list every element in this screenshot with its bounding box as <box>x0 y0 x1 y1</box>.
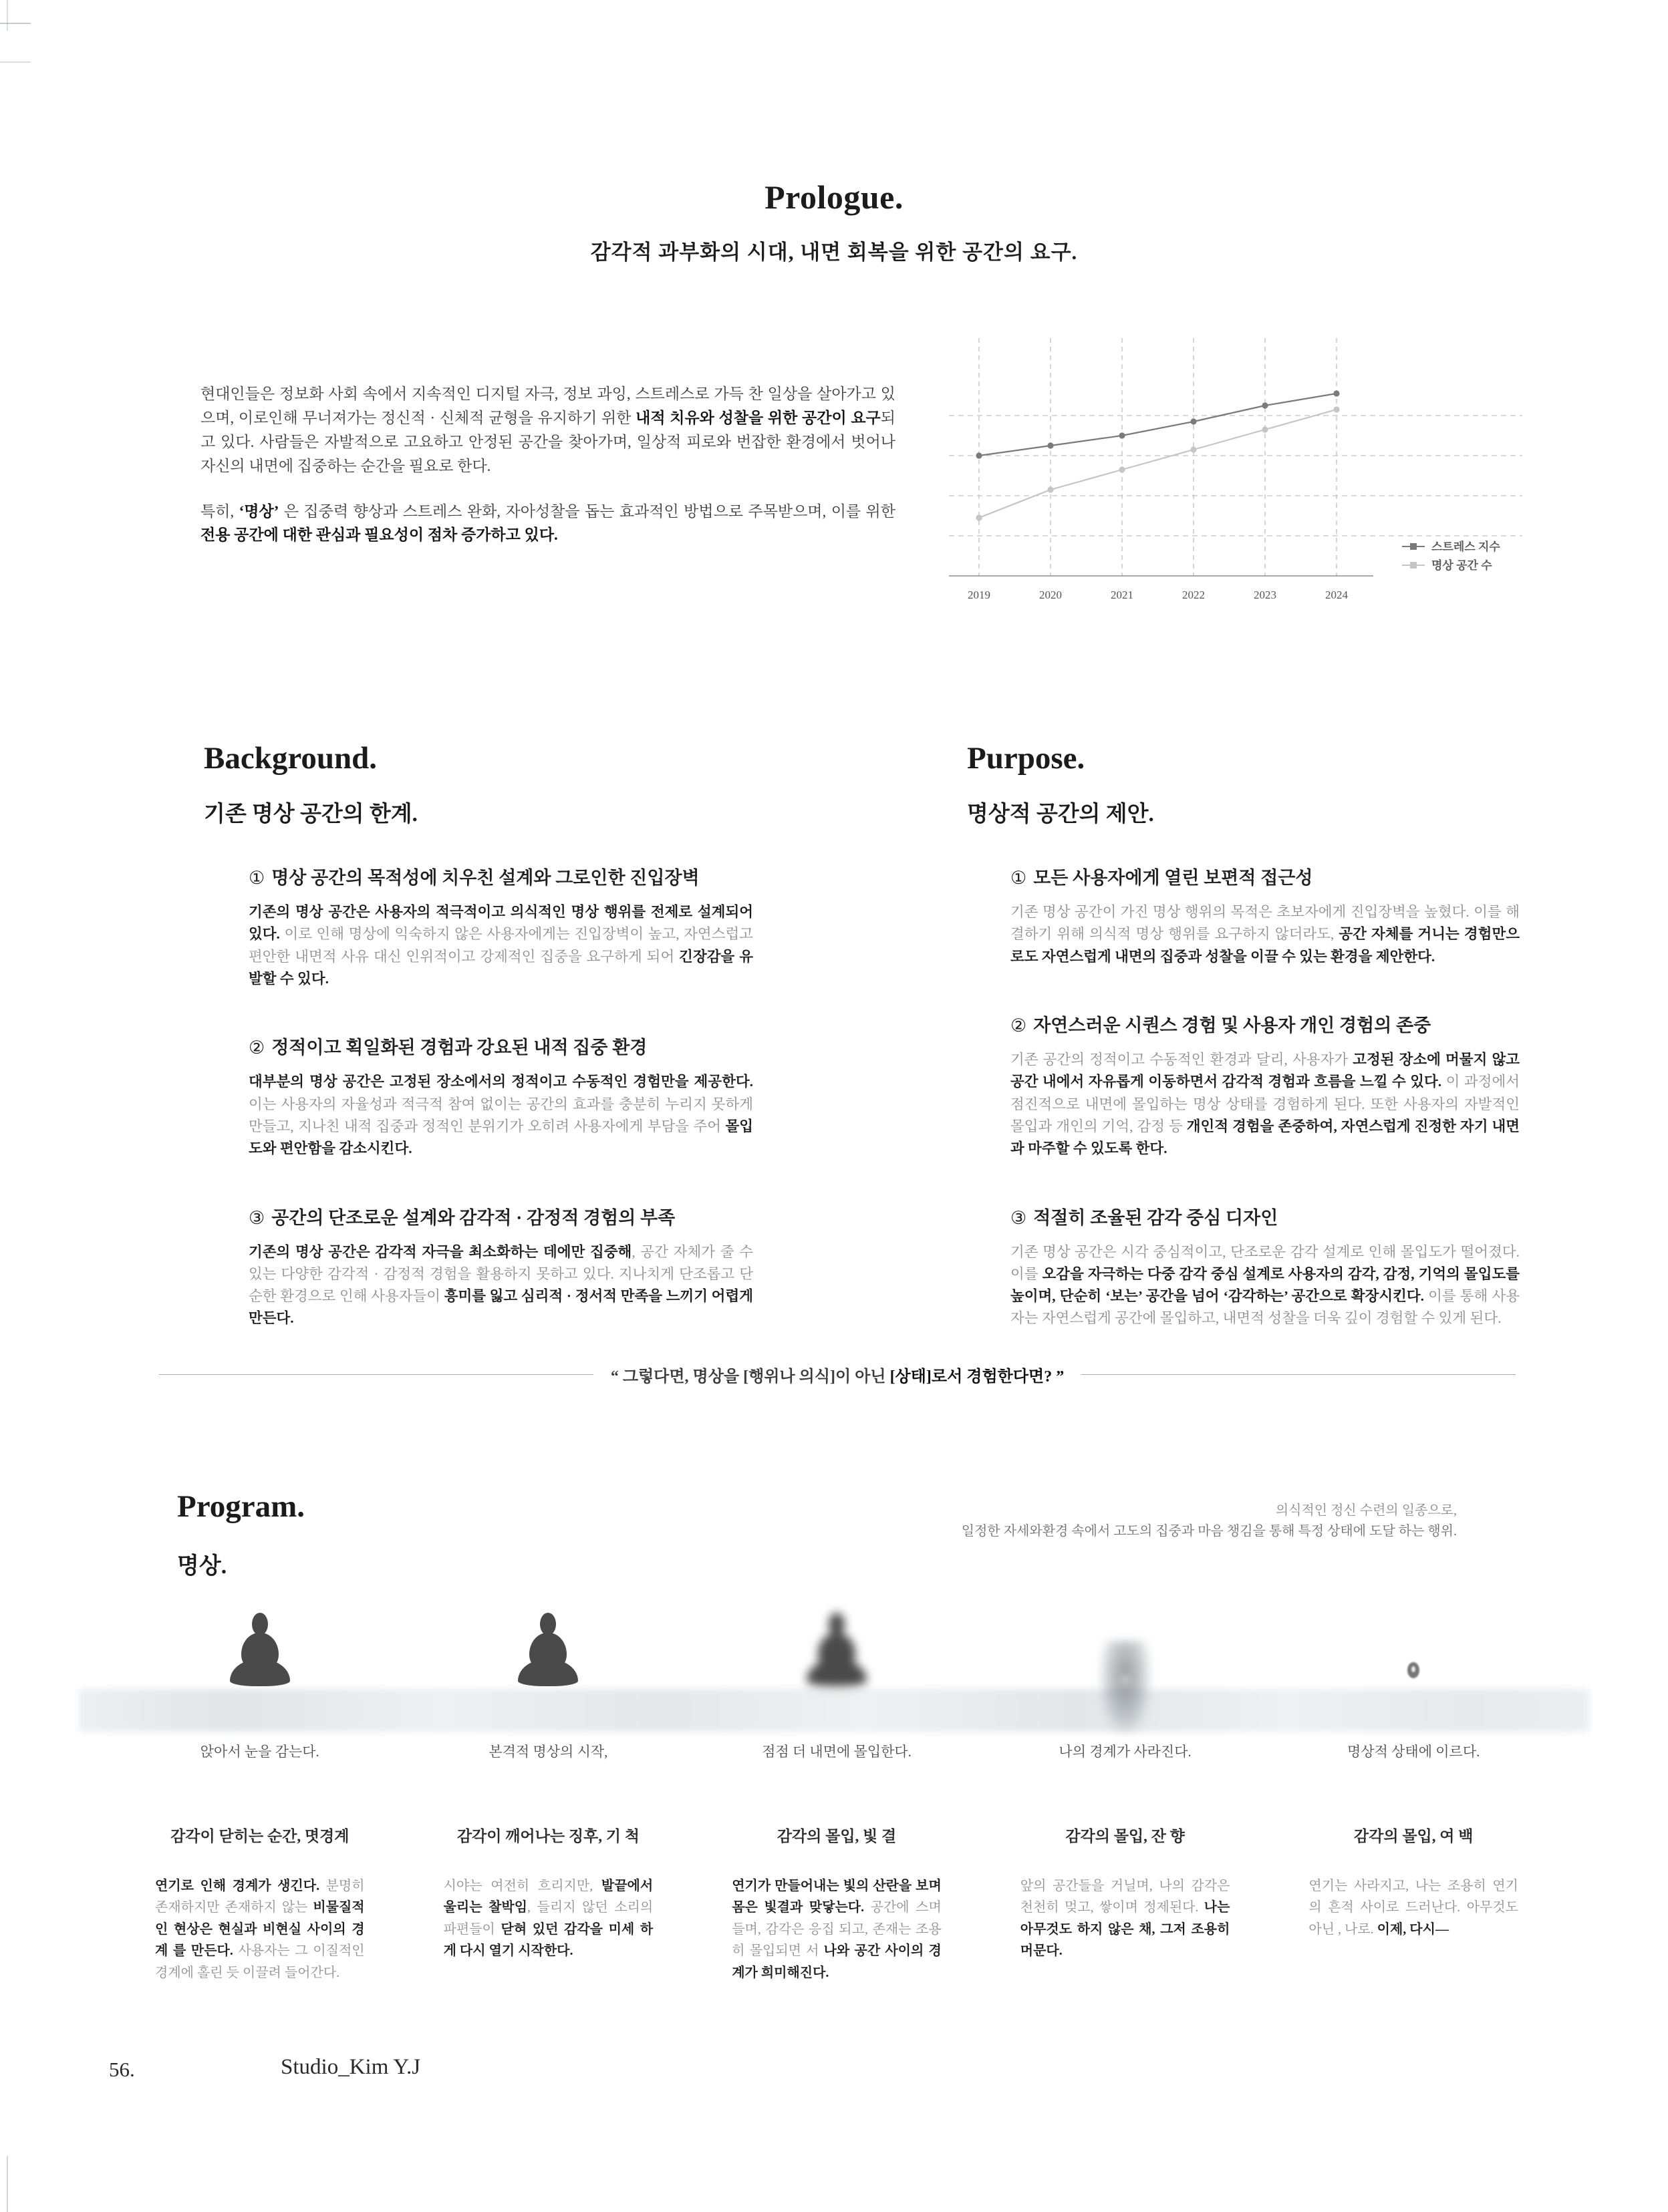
crop-mark <box>7 0 8 31</box>
figure-base <box>230 1660 290 1686</box>
item-body: 기존 공간의 정적이고 수동적인 환경과 달리, 사용자가 고정된 장소에 머물지 않고 공간 내에서 자유롭게 이동하면서 감각적 경험과 흐름을 느낄 수 있다. 이 과정에서 점진적으로 내면에 몰입하는 명상 상태를 경험하게 된다. 또한 사용자의 자발적인 몰입과 개인의 기억, 감정 등 개인적 경험을 존중하여, 자연스럽게 진정한 자기 내면과 마주할 수 있도록 한다. <box>1010 1051 1520 1157</box>
quote-rule-right <box>1081 1374 1516 1375</box>
definition-line-2: 일정한 자세와환경 속에서 고도의 집중과 마음 챙김을 통해 특정 상태에 도달 하는 행위. <box>961 1524 1457 1539</box>
series-line <box>979 410 1337 518</box>
item-title: 공간의 단조로운 설계와 감각적 · 감정적 경험의 부족 <box>271 1207 676 1228</box>
svg-text:2023: 2023 <box>1254 589 1276 601</box>
intro-paragraph-1: 현대인들은 정보화 사회 속에서 지속적인 디지털 자극, 정보 과잉, 스트레스로 가득 찬 일상을 살아가고 있으며, 이로인해 무너져가는 정신적 · 신체적 균형을 유지하기 위한 내적 치유와 성찰을 위한 공간이 요구되고 있다. 사람들은 자발적으로 고요하고 안정된 공간을 찾아가며, 일상적 피로와 번잡한 환경에서 벗어나 자신의 내면에 집중하는 순간을 필요로 한다. <box>200 385 895 474</box>
stage-heading: 감각이 깨어나는 징후, 기 척 <box>456 1828 640 1845</box>
stage-heading: 감각의 몰입, 빛 결 <box>777 1828 897 1845</box>
background-title: Background. <box>204 741 378 776</box>
svg-text:2019: 2019 <box>968 589 990 601</box>
stage-caption: 명상적 상태에 이르다. <box>1347 1744 1480 1760</box>
definition-line-1: 의식적인 정신 수련의 일종으로, <box>1275 1503 1457 1518</box>
item-title: 모든 사용자에게 열린 보편적 접근성 <box>1033 868 1313 888</box>
fading-figure-smoke-icon <box>1100 1641 1151 1734</box>
stage-caption: 점점 더 내면에 몰입한다. <box>762 1744 912 1760</box>
background-item-1 <box>249 863 753 990</box>
figure-head <box>252 1613 268 1635</box>
svg-text:2022: 2022 <box>1182 589 1205 601</box>
prologue-title: Prologue. <box>764 178 903 216</box>
stage-body: 연기로 인해 경계가 생긴다. 분명히 존재하지만 존재하지 않는 비물질적인 현상은 현실과 비현실 사이의 경계 를 만든다. 사용자는 그 이질적인 경계에 홀린 듯 이끌려 들어간다. <box>155 1879 365 1980</box>
transition-quote <box>159 1363 1516 1386</box>
item-body: 기존 명상 공간이 가진 명상 행위의 목적은 초보자에게 진입장벽을 높혔다. 이를 해결하기 위해 의식적 명상 행위를 요구하지 않더라도, 공간 자체를 거니는 경험만으로도 자연스럽게 내면의 집중과 성찰을 이끌 수 있는 환경을 제안한다. <box>1010 904 1520 965</box>
meditation-stages <box>155 1629 1518 1984</box>
background-section-head <box>204 740 418 828</box>
item-number: ① <box>249 868 265 888</box>
meditating-figure-icon <box>518 1613 578 1686</box>
svg-text:2024: 2024 <box>1325 589 1348 601</box>
stage-heading: 감각의 몰입, 잔 향 <box>1065 1828 1185 1845</box>
purpose-title: Purpose. <box>967 741 1085 776</box>
purpose-item-1 <box>1010 863 1520 968</box>
stage-5-figure-area <box>1308 1629 1518 1730</box>
stress-meditation-chart <box>936 329 1530 626</box>
stage-3-figure-area <box>732 1629 942 1730</box>
item-body: 기존의 명상 공간은 감각적 자극을 최소화하는 데에만 집중해, 공간 자체가 줄 수 있는 다양한 감각적 · 감정적 경험을 활용하지 못하고 있다. 지나치게 단조롭고 단순한 환경으로 인해 사용자들이 흥미를 잃고 심리적 · 정서적 만족을 느끼기 어렵게 만든다. <box>249 1243 753 1327</box>
meditation-definition <box>962 1500 1457 1542</box>
prologue-subtitle: 감각적 과부화의 시대, 내면 회복을 위한 공간의 요구. <box>590 241 1078 264</box>
background-item-2 <box>249 1033 753 1160</box>
figure-head <box>540 1613 556 1635</box>
item-number: ② <box>1010 1015 1027 1036</box>
item-title: 적절히 조율된 감각 중심 디자인 <box>1033 1207 1278 1228</box>
background-item-3 <box>249 1203 753 1330</box>
meditating-figure-icon <box>230 1613 290 1686</box>
purpose-subtitle: 명상적 공간의 제안. <box>967 802 1154 826</box>
item-number: ② <box>249 1038 265 1058</box>
smoke-wisp-icon <box>1407 1662 1419 1678</box>
svg-text:2021: 2021 <box>1111 589 1133 601</box>
stage-body: 앞의 공간들을 거닐며, 나의 감각은 천천히 멎고, 쌓이며 정제된다. 나는 아무것도 하지 않은 채, 그저 조용히 머문다. <box>1020 1879 1230 1959</box>
crop-mark <box>0 61 31 63</box>
item-title: 정적이고 획일화된 경험과 강요된 내적 집중 환경 <box>271 1038 648 1058</box>
background-items <box>249 863 753 1373</box>
svg-text:명상 공간 수: 명상 공간 수 <box>1431 559 1492 572</box>
item-body: 대부분의 명상 공간은 고정된 장소에서의 정적이고 수동적인 경험만을 제공한다. 이는 사용자의 자율성과 적극적 참여 없이는 공간의 효과를 충분히 누리지 못하게 만들고, 지나친 내적 집중과 정적인 분위기가 오히려 사용자에게 부담을 주어 몰입도와 편안함을 감소시킨다. <box>249 1074 753 1157</box>
stage-heading: 감각이 닫히는 순간, 몃경계 <box>170 1828 350 1845</box>
crop-mark <box>0 23 31 24</box>
stage-heading: 감각의 몰입, 여 백 <box>1353 1828 1474 1845</box>
purpose-section-head <box>967 740 1154 828</box>
quote-text: “ 그렇다면, 명상을 [행위나 의식]이 아닌 [상태]로서 경험한다면? ” <box>610 1368 1065 1386</box>
stage-body: 연기는 사라지고, 나는 조용히 연기의 흔적 사이로 드러난다. 아무것도 아닌 , 나로. 이제, 다시— <box>1308 1879 1518 1937</box>
line-chart-svg <box>936 329 1530 626</box>
item-number: ① <box>1010 868 1027 888</box>
purpose-item-3 <box>1010 1203 1520 1330</box>
stage-2-figure-area <box>444 1629 654 1730</box>
prologue-intro <box>200 382 895 547</box>
item-number: ③ <box>249 1207 265 1228</box>
stage-5 <box>1308 1629 1518 1984</box>
item-body: 기존의 명상 공간은 사용자의 적극적이고 의식적인 명상 행위를 전제로 설계되어 있다. 이로 인해 명상에 익숙하지 않은 사용자에게는 진입장벽이 높고, 자연스럽고 편안한 내면적 사유 대신 인위적이고 강제적인 집중을 요구하게 되어 긴장감을 유발할 수 있다. <box>249 904 753 987</box>
stage-1-figure-area <box>155 1629 365 1730</box>
stage-4 <box>1020 1629 1230 1984</box>
stage-body: 연기가 만들어내는 빛의 산란을 보며 몸은 빛결과 맞닿는다. 공간에 스며들며, 감각은 응집 되고, 존재는 조용히 몰입되면 서 나와 공간 사이의 경계가 희미해진다. <box>732 1879 942 1980</box>
stage-caption: 본격적 명상의 시작, <box>489 1744 608 1760</box>
crop-mark <box>7 2156 8 2212</box>
background-subtitle: 기존 명상 공간의 한계. <box>204 802 418 826</box>
stage-3 <box>732 1629 942 1984</box>
program-subtitle: 명상. <box>177 1554 227 1579</box>
item-title: 명상 공간의 목적성에 치우친 설계와 그로인한 진입장벽 <box>271 868 700 888</box>
purpose-items <box>1010 863 1520 1373</box>
figure-head <box>829 1613 845 1635</box>
studio-credit: Studio_Kim Y.J <box>281 2055 421 2079</box>
program-title: Program. <box>177 1489 305 1524</box>
quote-rule-left <box>159 1374 593 1375</box>
intro-paragraph-2: 특히, ‘명상’ 은 집중력 향상과 스트레스 완화, 자아성찰을 돕는 효과적인 방법으로 주목받으며, 이를 위한 전용 공간에 대한 관심과 필요성이 점차 증가하고 있다. <box>200 502 895 544</box>
item-number: ③ <box>1010 1207 1027 1228</box>
figure-glow-dot <box>1123 1676 1128 1684</box>
program-section-head <box>177 1488 305 1580</box>
stage-caption: 앉아서 눈을 감는다. <box>200 1744 319 1760</box>
stage-body: 시야는 여전히 흐리지만, 발끝에서 울리는 찰박임, 들리지 않던 소리의 파편들이 닫혀 있던 감각을 미세 하게 다시 열기 시작한다. <box>443 1879 654 1959</box>
page-number: 56. <box>109 2058 135 2081</box>
stage-caption: 나의 경계가 사라진다. <box>1059 1744 1192 1760</box>
stage-2 <box>444 1629 654 1984</box>
figure-base <box>518 1660 578 1686</box>
figure-base <box>807 1660 867 1686</box>
item-body: 기존 명상 공간은 시각 중심적이고, 단조로운 감각 설계로 인해 몰입도가 떨어졌다. 이를 오감을 자극하는 다중 감각 중심 설계로 사용자의 감각, 감정, 기억의 몰입도를 높이며, 단순히 ‘보는’ 공간을 넘어 ‘감각하는’ 공간으로 확장시킨다. 이를 통해 사용자는 자연스럽게 공간에 몰입하고, 내면적 성찰을 더욱 깊이 경험할 수 있게 된다. <box>1010 1243 1520 1327</box>
stage-1 <box>155 1629 365 1984</box>
item-title: 자연스러운 시퀀스 경험 및 사용자 개인 경험의 존중 <box>1033 1015 1431 1036</box>
svg-text:2020: 2020 <box>1039 589 1062 601</box>
figure-glow-dot <box>1411 1666 1415 1672</box>
purpose-item-2 <box>1010 1011 1520 1160</box>
svg-text:스트레스 지수: 스트레스 지수 <box>1431 540 1500 553</box>
blurred-meditating-figure-icon <box>807 1613 867 1686</box>
stage-4-figure-area <box>1020 1629 1230 1730</box>
